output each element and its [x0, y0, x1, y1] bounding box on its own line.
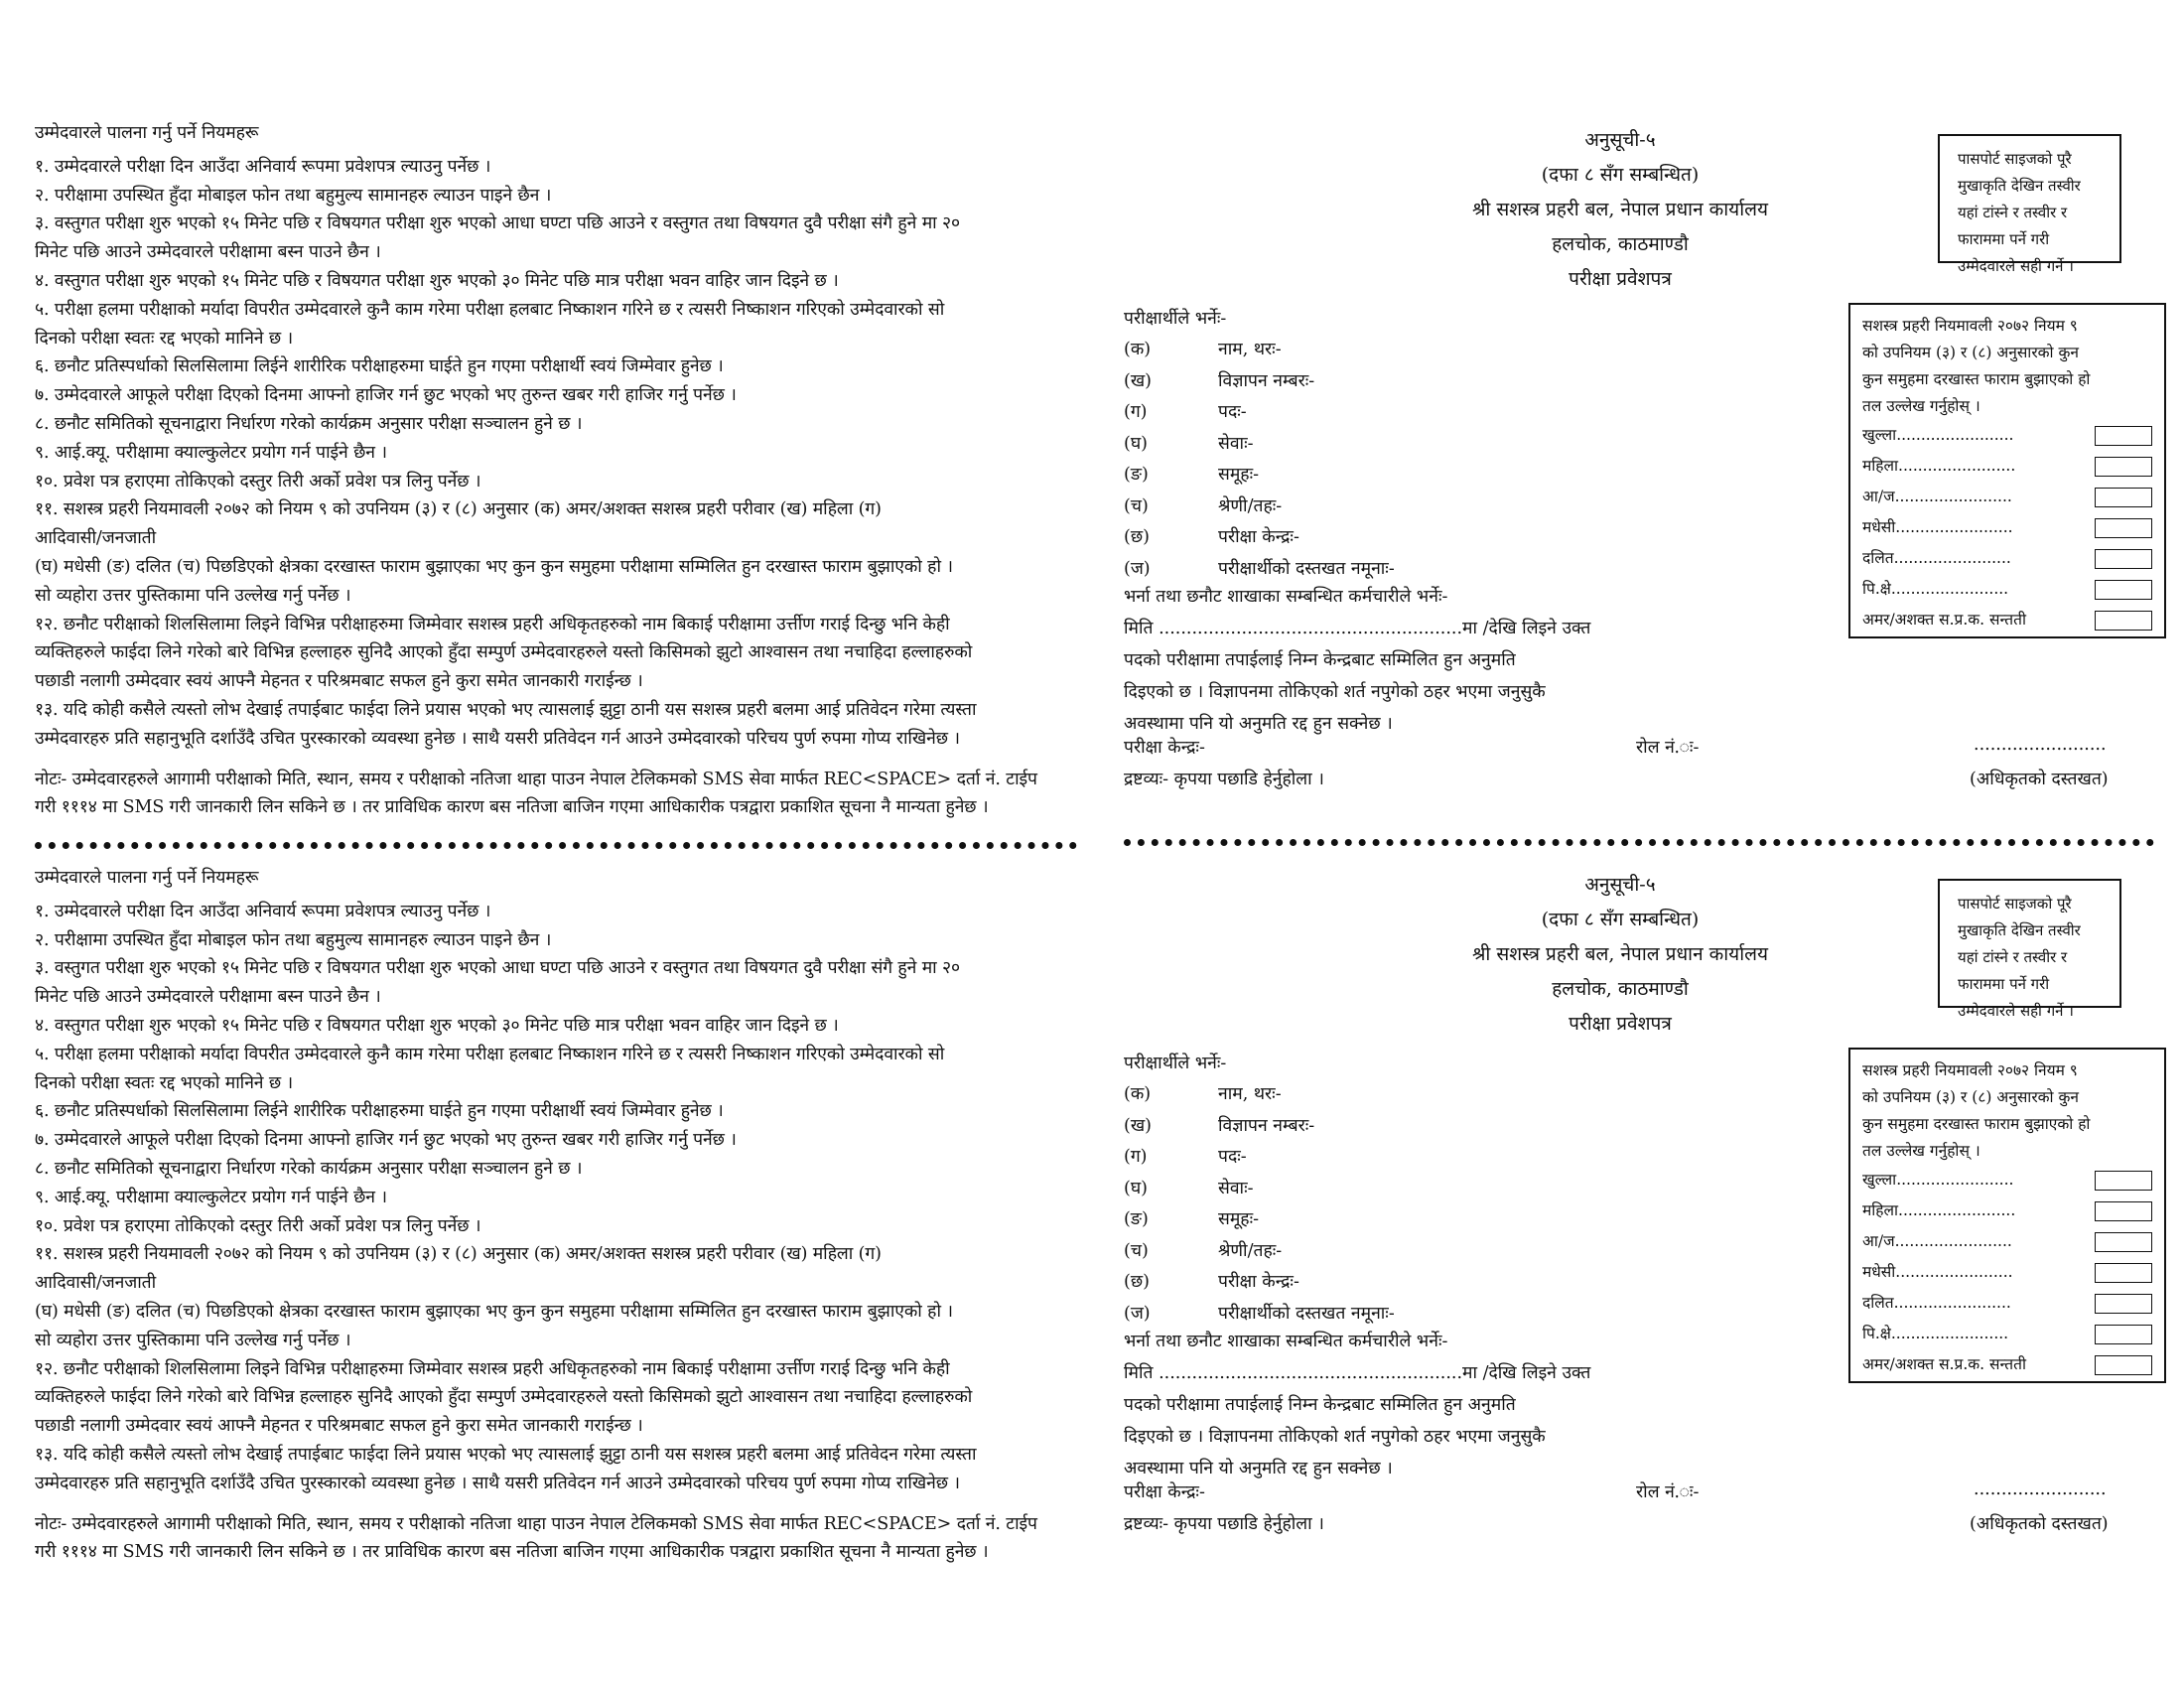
rule-line: १३. यदि कोही कसैले त्यस्तो लोभ देखाई तपाईबाट फाईदा लिने प्रयास भएको भए त्यासलाई झुट्टा ठानी यस सशस्त्र प्रहरी बलमा आई प्रतिवेदन गरेमा त्यस्ता	[35, 1444, 977, 1465]
category-checkbox	[2095, 426, 2152, 446]
category-label: अमर/अशक्त स.प्र.क. सन्तती	[1862, 1355, 2026, 1373]
text-line: सशस्त्र प्रहरी नियमावली २०७२ नियम ९	[1862, 1061, 2078, 1079]
category-intro	[1862, 313, 2152, 420]
slip-heading	[1441, 123, 1799, 297]
category-checkbox	[2095, 1355, 2152, 1375]
rule-line: सो व्यहोरा उत्तर पुस्तिकामा पनि उल्लेख गर्नु पर्नेछ ।	[35, 1330, 351, 1350]
text-line: दिइएको छ । विज्ञापनमा तोकिएको शर्त नपुगेको ठहर भएमा जनुसुकै	[1124, 1427, 1546, 1447]
signature-line: ........................	[1974, 1479, 2107, 1499]
rule-line: सो व्यहोरा उत्तर पुस्तिकामा पनि उल्लेख गर्नु पर्नेछ ।	[35, 585, 351, 606]
category-row	[1862, 574, 2152, 605]
photo-box	[1938, 134, 2121, 275]
rule-line: ७. उम्मेदवारले आफूले परीक्षा दिएको दिनमा आफ्नो हाजिर गर्न छुट भएको भए तुरुन्त खबर गरी हाजिर गर्नु पर्नेछ ।	[35, 1130, 737, 1151]
category-row	[1862, 1349, 2152, 1380]
text-line: यहां टांस्ने र तस्वीर र	[1958, 204, 2068, 221]
field-number: (घ)	[1124, 1178, 1148, 1198]
photo-box	[1938, 879, 2121, 1020]
schedule-label: अनुसूची-५	[1584, 874, 1656, 896]
category-row	[1862, 543, 2152, 574]
field-number: (क)	[1124, 1084, 1152, 1104]
category-checkbox	[2095, 457, 2152, 477]
slip-heading	[1441, 868, 1799, 1042]
rule-line: ३. वस्तुगत परीक्षा शुरु भएको १५ मिनेट पछि र विषयगत परीक्षा शुरु भएको आधा घण्टा पछि आउने र वस्तुगत तथा विषयगत दुवै परीक्षा संगै हुने मा २०	[35, 958, 961, 979]
rules-title: उम्मेदवारले पालना गर्नु पर्ने नियमहरू	[35, 868, 259, 888]
category-row	[1862, 1288, 2152, 1319]
text-line: भर्ना तथा छनौट शाखाका सम्बन्धित कर्मचारीले भर्नेः-	[1124, 1332, 1448, 1351]
field-number: (च)	[1124, 495, 1149, 516]
category-label: मधेसी........................	[1862, 518, 2013, 536]
category-row	[1862, 482, 2152, 512]
text-line: फाराममा पर्ने गरी	[1958, 975, 2050, 993]
text-line: फाराममा पर्ने गरी	[1958, 230, 2050, 248]
field-row	[1124, 1204, 1660, 1236]
admit-slip	[1124, 864, 2156, 1559]
field-label: परीक्षा केन्द्रः-	[1218, 527, 1299, 547]
text-line: पासपोर्ट साइजको पूरै	[1958, 150, 2072, 168]
field-row	[1124, 335, 1660, 366]
field-row	[1124, 522, 1660, 554]
candidate-fields	[1124, 1048, 1660, 1330]
category-label: दलित........................	[1862, 549, 2011, 567]
rule-line: १०. प्रवेश पत्र हराएमा तोकिएको दस्तुर तिरी अर्को प्रवेश पत्र लिनु पर्नेछ ।	[35, 1215, 481, 1236]
text-line: सशस्त्र प्रहरी नियमावली २०७२ नियम ९	[1862, 317, 2078, 335]
text-line: पदको परीक्षामा तपाईलाई निम्न केन्द्रबाट सम्मिलित हुन अनुमति	[1124, 1395, 1516, 1415]
rules-list	[35, 153, 1077, 754]
category-label: महिला........................	[1862, 1201, 2016, 1219]
field-row	[1124, 1267, 1660, 1299]
rule-line: उम्मेदवारहरु प्रति सहानुभूति दर्शाउँदै उचित पुरस्कारको व्यवस्था हुनेछ । साथै यसरी प्रतिवेदन गर्न आउने उम्मेदवारको परिचय पुर्ण रुपमा गोप्य राखिनेछ ।	[35, 1473, 960, 1493]
rule-line: २. परीक्षामा उपस्थित हुँदा मोबाइल फोन तथा बहुमुल्य सामानहरु ल्याउन पाइने छैन ।	[35, 185, 552, 206]
officer-signature-label: (अधिकृतको दस्तखत)	[1970, 1514, 2109, 1534]
rule-line: ४. वस्तुगत परीक्षा शुरु भएको १५ मिनेट पछि र विषयगत परीक्षा शुरु भएको ३० मिनेट पछि मात्र परीक्षा भवन वाहिर जान दिइने छ ।	[35, 1015, 839, 1036]
rule-line: ९. आई.क्यू. परीक्षामा क्याल्कुलेटर प्रयोग गर्न पाईने छैन ।	[35, 1187, 387, 1207]
field-number: (छ)	[1124, 527, 1150, 547]
rule-line: ५. परीक्षा हलमा परीक्षाको मर्यादा विपरीत उम्मेदवारले कुनै काम गरेमा परीक्षा हलबाट निष्काशन गरिने छ र त्यसरी निष्काशन गरिएको उम्मेदवारको सो	[35, 299, 945, 320]
field-row	[1124, 1111, 1660, 1143]
rule-line: व्यक्तिहरुले फाईदा लिने गरेको बारे विभिन्न हल्लाहरु सुनिदै आएको हुँदा सम्पुर्ण उम्मेदवारहरुले यस्तो किसिमको झुटो आश्वासन तथा नचाहिदा हल्लाहरुको	[35, 642, 973, 663]
rule-line: ८. छनौट समितिको सूचनाद्वारा निर्धारण गरेको कार्यक्रम अनुसार परीक्षा सञ्चालन हुने छ ।	[35, 413, 583, 434]
category-label: आ/ज........................	[1862, 488, 2012, 505]
text-line: मुखाकृति देखिन तस्वीर	[1958, 177, 2081, 195]
exam-center-label: परीक्षा केन्द्रः-	[1124, 738, 1205, 758]
rule-line: (घ) मधेसी (ङ) दलित (च) पिछडिएको क्षेत्रका दरखास्त फाराम बुझाएका भए कुन कुन समुहमा परीक्षामा सम्मिलित हुन दरखास्त फाराम बुझाएको हो ।	[35, 556, 953, 577]
note-line: गरी १११४ मा SMS गरी जानकारी लिन सकिने छ । तर प्राविधिक कारण बस नतिजा बाजिन गएमा आधिकारीक पत्रद्वारा प्रकाशित सूचना नै मान्यता हुनेछ ।	[35, 1542, 989, 1563]
text-line: कुन समुहमा दरखास्त फाराम बुझाएको हो	[1862, 370, 2091, 388]
category-label: खुल्ला........................	[1862, 1171, 2014, 1189]
field-label: पदः-	[1218, 1147, 1247, 1167]
text-line: भर्ना तथा छनौट शाखाका सम्बन्धित कर्मचारीले भर्नेः-	[1124, 587, 1448, 607]
text-line: पदको परीक्षामा तपाईलाई निम्न केन्द्रबाट सम्मिलित हुन अनुमति	[1124, 650, 1516, 670]
category-label: पि.क्षे........................	[1862, 580, 2009, 598]
clause-label: (दफा ८ सँग सम्बन्धित)	[1541, 909, 1700, 930]
text-line: उम्मेदवारले सही गर्ने ।	[1958, 257, 2074, 275]
field-number: (ग)	[1124, 402, 1148, 422]
category-checkbox	[2095, 1263, 2152, 1283]
rule-line: आदिवासी/जनजाती	[35, 528, 157, 549]
rule-line: दिनको परीक्षा स्वतः रद्द भएको मानिने छ ।	[35, 328, 294, 349]
category-checkbox	[2095, 1171, 2152, 1191]
rule-line: २. परीक्षामा उपस्थित हुँदा मोबाइल फोन तथा बहुमुल्य सामानहरु ल्याउन पाइने छैन ।	[35, 929, 552, 950]
category-box	[1848, 303, 2166, 638]
category-label: पि.क्षे........................	[1862, 1325, 2009, 1342]
text-line: तल उल्लेख गर्नुहोस् ।	[1862, 1142, 1980, 1160]
category-row	[1862, 1165, 2152, 1196]
see-back-note: द्रष्टव्यः- कृपया पछाडि हेर्नुहोला ।	[1124, 1514, 1324, 1534]
rule-line: १. उम्मेदवारले परीक्षा दिन आउँदा अनिवार्य रूपमा प्रवेशपत्र ल्याउनु पर्नेछ ।	[35, 901, 491, 921]
fields-list	[1124, 335, 1660, 585]
field-row	[1124, 460, 1660, 492]
field-label: नाम, थरः-	[1218, 340, 1282, 359]
field-label: विज्ञापन नम्बरः-	[1218, 370, 1315, 391]
rule-line: ११. सशस्त्र प्रहरी नियमावली २०७२ को नियम ९ को उपनियम (३) र (८) अनुसार (क) अमर/अशक्त सशस्त्र प्रहरी परीवार (ख) महिला (ग)	[35, 499, 882, 520]
cut-line-right	[1124, 839, 2154, 846]
text-line: अवस्थामा पनि यो अनुमति रद्द हुन सक्नेछ ।	[1124, 1459, 1393, 1478]
field-number: (ज)	[1124, 558, 1151, 579]
field-label: श्रेणी/तहः-	[1218, 495, 1283, 516]
category-checkbox	[2095, 580, 2152, 600]
field-row	[1124, 1236, 1660, 1268]
rule-line: ४. वस्तुगत परीक्षा शुरु भएको १५ मिनेट पछि र विषयगत परीक्षा शुरु भएको ३० मिनेट पछि मात्र परीक्षा भवन वाहिर जान दिइने छ ।	[35, 270, 839, 291]
note-line: नोटः- उम्मेदवारहरुले आगामी परीक्षाको मिति, स्थान, समय र परीक्षाको नतिजा थाहा पाउन नेपाल टेलिकमको SMS सेवा मार्फत REC<SPACE> दर्ता नं. टाईप	[35, 1513, 1037, 1534]
exam-center-label: परीक्षा केन्द्रः-	[1124, 1482, 1205, 1502]
category-checkbox	[2095, 1232, 2152, 1252]
field-label: परीक्षार्थीको दस्तखत नमूनाः-	[1218, 558, 1395, 579]
field-row	[1124, 429, 1660, 461]
category-row	[1862, 1257, 2152, 1288]
field-number: (ङ)	[1124, 1209, 1149, 1229]
fields-label: परीक्षार्थीले भर्नेः-	[1124, 309, 1227, 329]
rule-line: ८. छनौट समितिको सूचनाद्वारा निर्धारण गरेको कार्यक्रम अनुसार परीक्षा सञ्चालन हुने छ ।	[35, 1158, 583, 1179]
field-number: (ङ)	[1124, 465, 1149, 485]
category-row	[1862, 605, 2152, 635]
field-label: समूहः-	[1218, 465, 1260, 485]
text-line: मुखाकृति देखिन तस्वीर	[1958, 921, 2081, 939]
fields-list	[1124, 1079, 1660, 1330]
category-row	[1862, 1196, 2152, 1226]
candidate-rules	[35, 864, 1077, 1567]
rule-line: मिनेट पछि आउने उम्मेदवारले परीक्षामा बस्न पाउने छैन ।	[35, 987, 381, 1008]
field-number: (क)	[1124, 340, 1152, 359]
rule-line: १०. प्रवेश पत्र हराएमा तोकिएको दस्तुर तिरी अर्को प्रवेश पत्र लिनु पर्नेछ ।	[35, 471, 481, 492]
field-label: परीक्षार्थीको दस्तखत नमूनाः-	[1218, 1303, 1395, 1324]
field-label: श्रेणी/तहः-	[1218, 1240, 1283, 1261]
rules-note	[35, 1510, 1077, 1568]
rule-line: ३. वस्तुगत परीक्षा शुरु भएको १५ मिनेट पछि र विषयगत परीक्षा शुरु भएको आधा घण्टा पछि आउने र वस्तुगत तथा विषयगत दुवै परीक्षा संगै हुने मा २०	[35, 213, 961, 234]
category-label: दलित........................	[1862, 1294, 2011, 1312]
office-location: हलचोक, काठमाण्डौ	[1552, 978, 1689, 1000]
admit-card-lower	[0, 864, 2184, 1599]
field-row	[1124, 1174, 1660, 1205]
field-row	[1124, 397, 1660, 429]
field-label: समूहः-	[1218, 1209, 1260, 1229]
category-checkbox	[2095, 1294, 2152, 1314]
field-label: विज्ञापन नम्बरः-	[1218, 1115, 1315, 1136]
field-row	[1124, 1079, 1660, 1111]
rule-line: (घ) मधेसी (ङ) दलित (च) पिछडिएको क्षेत्रका दरखास्त फाराम बुझाएका भए कुन कुन समुहमा परीक्षामा सम्मिलित हुन दरखास्त फाराम बुझाएको हो ।	[35, 1301, 953, 1322]
fields-label: परीक्षार्थीले भर्नेः-	[1124, 1054, 1227, 1073]
candidate-rules	[35, 119, 1077, 822]
category-checkbox	[2095, 488, 2152, 507]
category-label: मधेसी........................	[1862, 1263, 2013, 1281]
field-number: (ख)	[1124, 1115, 1152, 1136]
rules-note	[35, 766, 1077, 823]
field-row	[1124, 366, 1660, 398]
category-label: आ/ज........................	[1862, 1232, 2012, 1250]
clause-label: (दफा ८ सँग सम्बन्धित)	[1541, 164, 1700, 186]
rule-line: व्यक्तिहरुले फाईदा लिने गरेको बारे विभिन्न हल्लाहरु सुनिदै आएको हुँदा सम्पुर्ण उम्मेदवारहरुले यस्तो किसिमको झुटो आश्वासन तथा नचाहिदा हल्लाहरुको	[35, 1387, 973, 1408]
officer-signature-label: (अधिकृतको दस्तखत)	[1970, 770, 2109, 789]
rule-line: उम्मेदवारहरु प्रति सहानुभूति दर्शाउँदै उचित पुरस्कारको व्यवस्था हुनेछ । साथै यसरी प्रतिवेदन गर्न आउने उम्मेदवारको परिचय पुर्ण रुपमा गोप्य राखिनेछ ।	[35, 728, 960, 749]
rules-title: उम्मेदवारले पालना गर्नु पर्ने नियमहरू	[35, 123, 259, 143]
rule-line: ११. सशस्त्र प्रहरी नियमावली २०७२ को नियम ९ को उपनियम (३) र (८) अनुसार (क) अमर/अशक्त सशस्त्र प्रहरी परीवार (ख) महिला (ग)	[35, 1244, 882, 1265]
rules-list	[35, 898, 1077, 1498]
note-line: नोटः- उम्मेदवारहरुले आगामी परीक्षाको मिति, स्थान, समय र परीक्षाको नतिजा थाहा पाउन नेपाल टेलिकमको SMS सेवा मार्फत REC<SPACE> दर्ता नं. टाईप	[35, 769, 1037, 789]
category-row	[1862, 420, 2152, 451]
category-row	[1862, 1319, 2152, 1349]
category-row	[1862, 512, 2152, 543]
text-line: मिति .......................................................मा /देखि लिइने उक्त	[1124, 1363, 1591, 1383]
text-line: यहां टांस्ने र तस्वीर र	[1958, 948, 2068, 966]
category-checkbox	[2095, 611, 2152, 631]
roll-no-label: रोल नं.ः-	[1636, 1482, 1700, 1502]
category-box	[1848, 1048, 2166, 1383]
category-label: अमर/अशक्त स.प्र.क. सन्तती	[1862, 611, 2026, 629]
category-label: खुल्ला........................	[1862, 426, 2014, 444]
text-line: पासपोर्ट साइजको पूरै	[1958, 895, 2072, 913]
signature-line: ........................	[1974, 735, 2107, 755]
office-name: श्री सशस्त्र प्रहरी बल, नेपाल प्रधान कार्यालय	[1471, 199, 1769, 220]
field-row	[1124, 1142, 1660, 1174]
field-number: (च)	[1124, 1240, 1149, 1261]
category-list	[1862, 1165, 2152, 1380]
slip-title: परीक्षा प्रवेशपत्र	[1569, 1013, 1672, 1035]
rule-line: ६. छनौट प्रतिस्पर्धाको सिलसिलामा लिईने शारीरिक परीक्षाहरुमा घाईते हुन गएमा परीक्षार्थी स्वयं जिम्मेवार हुनेछ ।	[35, 1101, 724, 1122]
text-line: मिति .......................................................मा /देखि लिइने उक्त	[1124, 619, 1591, 638]
rule-line: पछाडी नलागी उम्मेदवार स्वयं आफ्नै मेहनत र परिश्रमबाट सफल हुने कुरा समेत जानकारी गराईन्छ ।	[35, 671, 643, 692]
rule-line: १२. छनौट परीक्षाको शिलसिलामा लिइने विभिन्न परीक्षाहरुमा जिम्मेवार सशस्त्र प्रहरी अधिकृतहरुको नाम बिकाई परीक्षामा उर्त्तीण गराई दिन्छु भनि केही	[35, 1358, 950, 1379]
office-location: हलचोक, काठमाण्डौ	[1552, 233, 1689, 255]
rule-line: आदिवासी/जनजाती	[35, 1273, 157, 1294]
permission-text	[1124, 1326, 1680, 1484]
rule-line: ५. परीक्षा हलमा परीक्षाको मर्यादा विपरीत उम्मेदवारले कुनै काम गरेमा परीक्षा हलबाट निष्काशन गरिने छ र त्यसरी निष्काशन गरिएको उम्मेदवारको सो	[35, 1044, 945, 1064]
slip-title: परीक्षा प्रवेशपत्र	[1569, 268, 1672, 290]
rule-line: १३. यदि कोही कसैले त्यस्तो लोभ देखाई तपाईबाट फाईदा लिने प्रयास भएको भए त्यासलाई झुट्टा ठानी यस सशस्त्र प्रहरी बलमा आई प्रतिवेदन गरेमा त्यस्ता	[35, 699, 977, 720]
schedule-label: अनुसूची-५	[1584, 129, 1656, 151]
field-label: नाम, थरः-	[1218, 1084, 1282, 1104]
category-checkbox	[2095, 1325, 2152, 1344]
category-label: महिला........................	[1862, 457, 2016, 475]
field-number: (छ)	[1124, 1272, 1150, 1292]
field-label: सेवाः-	[1218, 433, 1254, 454]
note-line: गरी १११४ मा SMS गरी जानकारी लिन सकिने छ । तर प्राविधिक कारण बस नतिजा बाजिन गएमा आधिकारीक पत्रद्वारा प्रकाशित सूचना नै मान्यता हुनेछ ।	[35, 797, 989, 818]
rule-line: पछाडी नलागी उम्मेदवार स्वयं आफ्नै मेहनत र परिश्रमबाट सफल हुने कुरा समेत जानकारी गराईन्छ ।	[35, 1416, 643, 1437]
category-row	[1862, 1226, 2152, 1257]
rule-line: ६. छनौट प्रतिस्पर्धाको सिलसिलामा लिईने शारीरिक परीक्षाहरुमा घाईते हुन गएमा परीक्षार्थी स्वयं जिम्मेवार हुनेछ ।	[35, 356, 724, 377]
see-back-note: द्रष्टव्यः- कृपया पछाडि हेर्नुहोला ।	[1124, 770, 1324, 789]
text-line: दिइएको छ । विज्ञापनमा तोकिएको शर्त नपुगेको ठहर भएमा जनुसुकै	[1124, 682, 1546, 702]
cut-line-left	[35, 842, 1077, 849]
text-line: अवस्थामा पनि यो अनुमति रद्द हुन सक्नेछ ।	[1124, 714, 1393, 734]
text-line: तल उल्लेख गर्नुहोस् ।	[1862, 397, 1980, 415]
office-name: श्री सशस्त्र प्रहरी बल, नेपाल प्रधान कार्यालय	[1471, 943, 1769, 965]
rule-line: ७. उम्मेदवारले आफूले परीक्षा दिएको दिनमा आफ्नो हाजिर गर्न छुट भएको भए तुरुन्त खबर गरी हाजिर गर्नु पर्नेछ ।	[35, 385, 737, 406]
roll-no-label: रोल नं.ः-	[1636, 738, 1700, 758]
category-checkbox	[2095, 518, 2152, 538]
permission-text	[1124, 581, 1680, 740]
field-label: पदः-	[1218, 402, 1247, 422]
rule-line: १. उम्मेदवारले परीक्षा दिन आउँदा अनिवार्य रूपमा प्रवेशपत्र ल्याउनु पर्नेछ ।	[35, 156, 491, 177]
text-line: उम्मेदवारले सही गर्ने ।	[1958, 1002, 2074, 1020]
text-line: कुन समुहमा दरखास्त फाराम बुझाएको हो	[1862, 1115, 2091, 1133]
category-checkbox	[2095, 549, 2152, 569]
category-checkbox	[2095, 1201, 2152, 1221]
text-line: को उपनियम (३) र (८) अनुसारको कुन	[1862, 344, 2080, 361]
field-number: (ख)	[1124, 370, 1152, 391]
rule-line: दिनको परीक्षा स्वतः रद्द भएको मानिने छ ।	[35, 1072, 294, 1093]
category-list	[1862, 420, 2152, 635]
rule-line: मिनेट पछि आउने उम्मेदवारले परीक्षामा बस्न पाउने छैन ।	[35, 242, 381, 263]
candidate-fields	[1124, 303, 1660, 585]
admit-card-upper	[0, 119, 2184, 854]
field-number: (ज)	[1124, 1303, 1151, 1324]
rule-line: ९. आई.क्यू. परीक्षामा क्याल्कुलेटर प्रयोग गर्न पाईने छैन ।	[35, 442, 387, 463]
field-number: (ग)	[1124, 1147, 1148, 1167]
rule-line: १२. छनौट परीक्षाको शिलसिलामा लिइने विभिन्न परीक्षाहरुमा जिम्मेवार सशस्त्र प्रहरी अधिकृतहरुको नाम बिकाई परीक्षामा उर्त्तीण गराई दिन्छु भनि केही	[35, 614, 950, 634]
field-row	[1124, 492, 1660, 523]
text-line: को उपनियम (३) र (८) अनुसारको कुन	[1862, 1088, 2080, 1106]
admit-slip	[1124, 119, 2156, 814]
field-label: सेवाः-	[1218, 1178, 1254, 1198]
field-label: परीक्षा केन्द्रः-	[1218, 1272, 1299, 1292]
field-number: (घ)	[1124, 433, 1148, 454]
category-intro	[1862, 1057, 2152, 1165]
category-row	[1862, 451, 2152, 482]
